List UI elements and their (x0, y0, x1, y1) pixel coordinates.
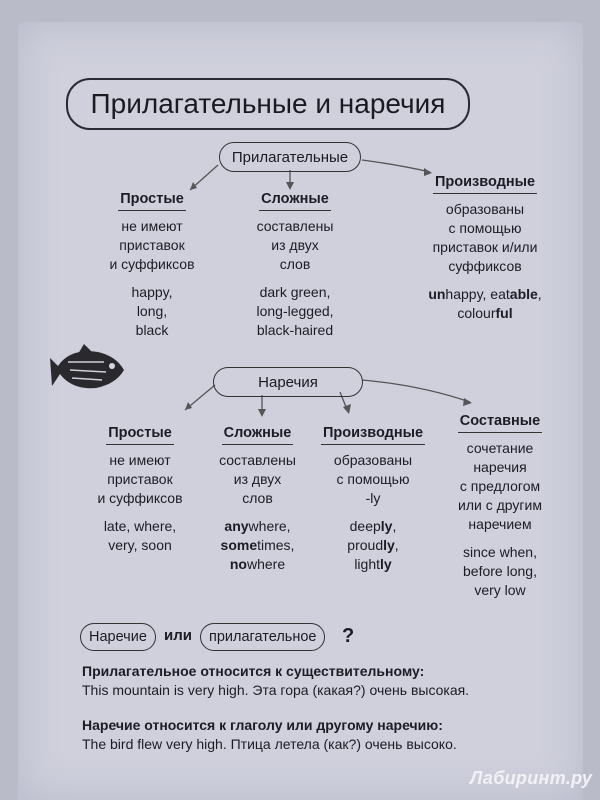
adverbs-pill: Наречия (213, 367, 363, 397)
adj-derived-desc: образованы с помощью приставок и/или суффиксов (432, 201, 538, 274)
adj-simple-desc: не имеют приставок и суффиксов (109, 218, 195, 272)
rule-adverb-head: Наречие относится к глаголу или другому наречию: (82, 717, 443, 733)
page-title: Прилагательные и наречия (66, 78, 470, 130)
arrow-adv-compound (362, 380, 470, 402)
adv-compound-column (435, 411, 565, 600)
adj-complex-desc: составлены из двух слов (256, 218, 334, 272)
adj-complex-column (230, 189, 360, 340)
question-adverb-pill: Наречие (80, 623, 156, 651)
adjectives-pill: Прилагательные (219, 142, 361, 172)
adj-simple-head: Простые (118, 190, 186, 211)
adv-derived-head: Производные (321, 424, 425, 445)
question-mark: ? (342, 625, 355, 647)
adj-derived-examples: unhappy, eatable, colourful (428, 286, 542, 321)
adv-simple-desc: не имеют приставок и суффиксов (97, 452, 183, 506)
adj-complex-head: Сложные (259, 190, 331, 211)
rule-adverb-example: The bird flew very high. Птица летела (как?) очень высоко. (82, 736, 457, 752)
adv-simple-column (80, 423, 200, 555)
adj-derived-column (405, 172, 565, 323)
adv-complex-examples: anywhere, sometimes, nowhere (220, 518, 295, 572)
adj-simple-column (82, 189, 222, 340)
adv-derived-examples: deeply, proudly, lightly (347, 518, 399, 572)
adv-compound-desc: сочетание наречия с предлогом или с другим наречием (458, 440, 542, 532)
adv-complex-column (205, 423, 310, 574)
question-adjective-pill: прилагательное (200, 623, 325, 651)
adj-complex-examples: dark green, long-legged, black-haired (256, 284, 334, 338)
adv-complex-head: Сложные (222, 424, 294, 445)
watermark: Лабиринт.ру (470, 768, 593, 788)
adj-simple-examples: happy, long, black (131, 284, 173, 338)
fish-icon (50, 344, 124, 388)
adv-simple-head: Простые (106, 424, 174, 445)
adv-compound-examples: since when, before long, very low (463, 544, 537, 598)
adj-derived-head: Производные (433, 173, 537, 194)
adv-compound-head: Составные (458, 412, 543, 433)
adv-derived-column (313, 423, 433, 574)
rule-adjective-example: This mountain is very high. Эта гора (какая?) очень высокая. (82, 682, 470, 698)
rule-adjective-head: Прилагательное относится к существительному: (82, 663, 425, 679)
adv-simple-examples: late, where, very, soon (103, 518, 177, 553)
adv-derived-desc: образованы с помощью -ly (333, 452, 413, 506)
question-or: или (164, 627, 192, 644)
arrow-adj-derived (362, 160, 430, 172)
adv-complex-desc: составлены из двух слов (219, 452, 296, 506)
